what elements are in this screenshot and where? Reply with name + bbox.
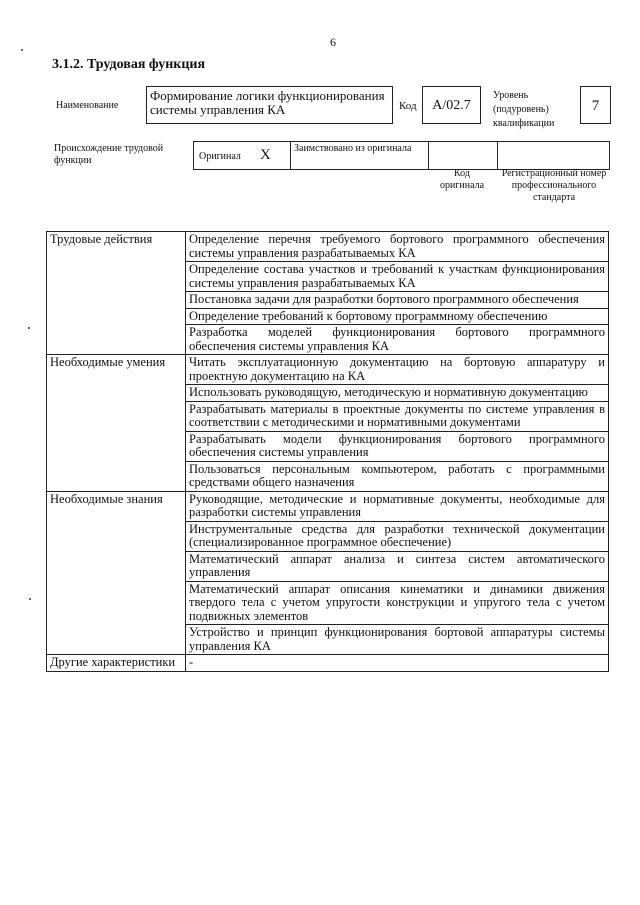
item-cell: Определение состава участков и требований к участкам функционирования системы управления разрабатываемых КА bbox=[186, 262, 609, 292]
item-cell: Математический аппарат анализа и синтеза систем автоматического управления bbox=[186, 551, 609, 581]
item-cell: Определение требований к бортовому программному обеспечению bbox=[186, 308, 609, 325]
item-cell: Постановка задачи для разработки бортового программного обеспечения bbox=[186, 292, 609, 309]
original-label: Оригинал bbox=[199, 151, 241, 162]
item-cell: Пользоваться персональным компьютером, работать с программными средствами общего назначения bbox=[186, 461, 609, 491]
item-cell: Читать эксплуатационную документацию на бортовую аппаратуру и проектную документацию на КА bbox=[186, 355, 609, 385]
level-label: Уровень (подуровень) квалификации bbox=[493, 90, 555, 129]
name-value-text: Формирование логики функционирования системы управления КА bbox=[150, 88, 385, 117]
name-value bbox=[146, 86, 393, 124]
level-value-text: 7 bbox=[591, 98, 600, 114]
level-value bbox=[580, 86, 611, 124]
code-label: Код bbox=[399, 100, 417, 112]
name-label: Наименование bbox=[56, 100, 119, 111]
item-cell: Руководящие, методические и нормативные документы, необходимые для разработки системы управления bbox=[186, 491, 609, 521]
scan-mark bbox=[29, 598, 31, 600]
table-row bbox=[47, 232, 609, 262]
scan-mark bbox=[28, 327, 30, 329]
table-row bbox=[47, 355, 609, 385]
table-row bbox=[47, 491, 609, 521]
origin-label: Происхождение трудовой функции bbox=[54, 143, 164, 166]
category-cell: Трудовые действия bbox=[47, 232, 186, 355]
code-value bbox=[422, 86, 481, 124]
category-cell: Другие характеристики bbox=[47, 655, 186, 672]
code-value-text: A/02.7 bbox=[432, 98, 471, 113]
item-cell: Использовать руководящую, методическую и нормативную документацию bbox=[186, 385, 609, 402]
section-title: 3.1.2. Трудовая функция bbox=[52, 57, 206, 72]
category-cell: Необходимые умения bbox=[47, 355, 186, 492]
category-cell: Необходимые знания bbox=[47, 491, 186, 655]
item-cell: Инструментальные средства для разработки технической документации (специализированное программное обеспечение) bbox=[186, 521, 609, 551]
item-cell: - bbox=[186, 655, 609, 672]
item-cell: Математический аппарат описания кинематики и динамики движения твердого тела с учетом упругости конструкции и упругого тела с учетом подвижных элементов bbox=[186, 581, 609, 625]
reg-number-caption: Регистрационный номер профессионального стандарта bbox=[501, 168, 607, 203]
item-cell: Устройство и принцип функционирования бортовой аппаратуры системы управления КА bbox=[186, 625, 609, 655]
competency-table bbox=[46, 231, 609, 672]
item-cell: Определение перечня требуемого бортового программного обеспечения системы управления разрабатываемых КА bbox=[186, 232, 609, 262]
item-cell: Разработка моделей функционирования бортового программного обеспечения системы управления КА bbox=[186, 325, 609, 355]
table-row bbox=[47, 655, 609, 672]
page-number: 6 bbox=[330, 35, 336, 49]
code-original-caption: Код оригинала bbox=[439, 168, 485, 191]
scan-mark bbox=[21, 49, 23, 51]
item-cell: Разрабатывать модели функционирования бортового программного обеспечения системы управления bbox=[186, 431, 609, 461]
original-mark: X bbox=[260, 147, 271, 163]
borrowed-label: Заимствовано из оригинала bbox=[294, 143, 412, 154]
item-cell: Разрабатывать материалы в проектные документы по системе управления в соответствии с методическими и нормативными документами bbox=[186, 401, 609, 431]
